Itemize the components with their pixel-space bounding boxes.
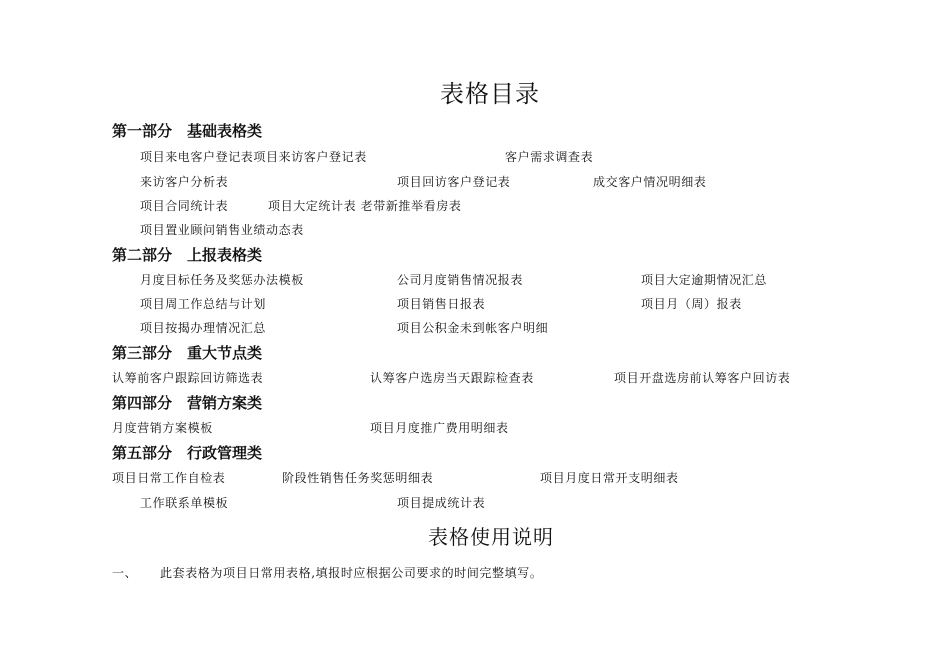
- section-heading-part2: 第二部分 上报表格类: [112, 246, 263, 264]
- form-item: 项目公积金未到帐客户明细: [397, 321, 549, 335]
- form-item: 认筹客户选房当天跟踪检查表: [370, 371, 534, 385]
- section-heading-part1: 第一部分 基础表格类: [112, 122, 263, 140]
- form-item: 成交客户情况明细表: [593, 175, 707, 189]
- form-item: 项目来电客户登记表项目来访客户登记表: [140, 150, 367, 164]
- form-item: 认筹前客户跟踪回访筛选表: [112, 371, 264, 385]
- form-item: 月度营销方案模板: [112, 421, 213, 435]
- form-item: 项目月度推广费用明细表: [370, 421, 509, 435]
- form-item: 客户需求调查表: [505, 150, 594, 164]
- form-item: 工作联系单模板: [140, 496, 229, 510]
- form-item: 公司月度销售情况报表: [397, 273, 524, 287]
- section-heading-part3: 第三部分 重大节点类: [112, 344, 263, 362]
- form-item: 项目大定统计表 老带新推举看房表: [268, 199, 462, 213]
- usage-note-text: 此套表格为项目日常用表格,填报时应根据公司要求的时间完整填写。: [160, 566, 543, 580]
- form-item: 月度目标任务及奖惩办法模板: [140, 273, 304, 287]
- form-item: 项目销售日报表: [397, 297, 486, 311]
- form-item: 项目合同统计表: [140, 199, 229, 213]
- form-item: 项目大定逾期情况汇总: [641, 273, 768, 287]
- form-item: 项目月（周）报表: [641, 297, 742, 311]
- form-item: 项目月度日常开支明细表: [540, 471, 679, 485]
- form-item: 项目按揭办理情况汇总: [140, 321, 267, 335]
- usage-title: 表格使用说明: [428, 525, 554, 549]
- form-item: 项目回访客户登记表: [397, 175, 511, 189]
- form-item: 阶段性销售任务奖惩明细表: [282, 471, 434, 485]
- page-title: 表格目录: [440, 80, 540, 108]
- form-item: 项目置业顾问销售业绩动态表: [140, 223, 304, 237]
- section-heading-part4: 第四部分 营销方案类: [112, 394, 263, 412]
- form-item: 项目提成统计表: [397, 496, 486, 510]
- form-item: 来访客户分析表: [140, 175, 229, 189]
- usage-note-number: 一、: [112, 566, 138, 580]
- form-item: 项目日常工作自检表: [112, 471, 226, 485]
- form-item: 项目周工作总结与计划: [140, 297, 267, 311]
- form-item: 项目开盘选房前认筹客户回访表: [614, 371, 791, 385]
- section-heading-part5: 第五部分 行政管理类: [112, 444, 263, 462]
